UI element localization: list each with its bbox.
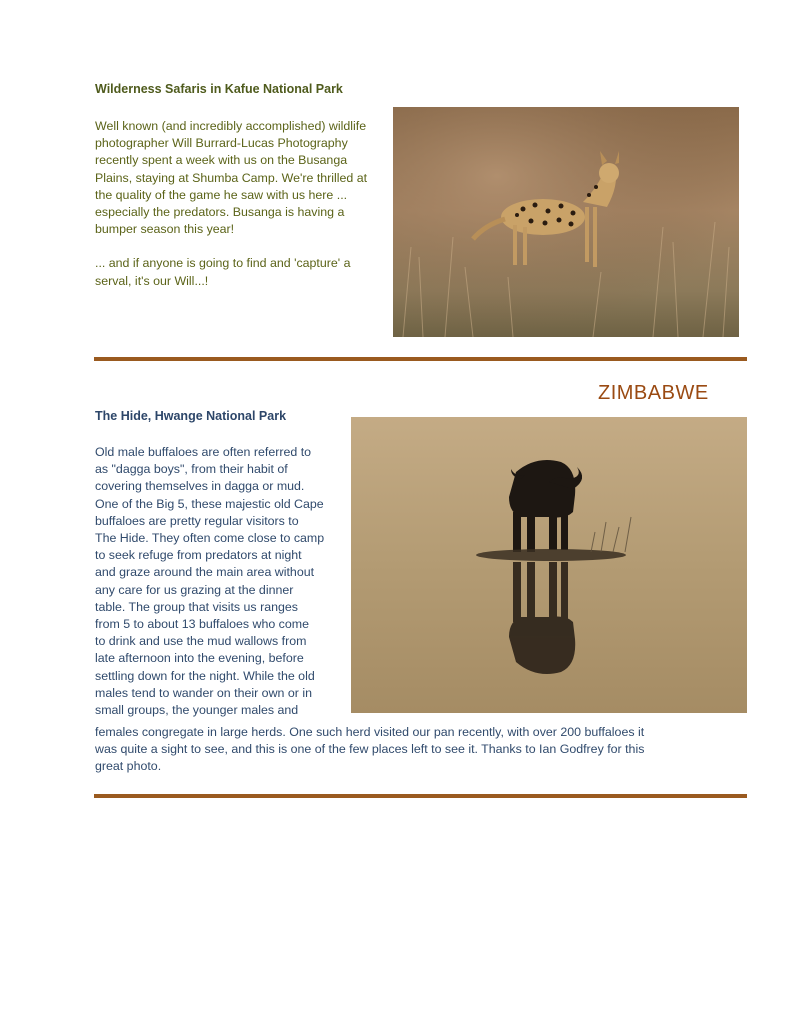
serval-photo [393, 107, 739, 337]
buffalo-image [351, 417, 747, 713]
country-heading: ZIMBABWE [598, 382, 709, 404]
section-body-hide: Old male buffaloes are often referred to as "dagga boys", from their habit of covering themselves in dagga or mud. One of the Big 5, these majestic old Cape buffaloes are pretty regular visitors to The Hide. They often come close to camp to seek refuge from predators at night and graze around the main area without any care for us grazing at the dinner table. The group that visits us ranges from 5 to about 13 buffaloes who come to drink and use the mud wallows from late afternoon into the evening, before settling down for the night. While the old males tend to wander on their own or in small groups, the younger males and [95, 445, 325, 718]
section-divider [94, 357, 747, 361]
section-divider [94, 794, 747, 798]
paragraph: ... and if anyone is going to find and 'capture' a serval, it's our Will...! [95, 256, 351, 288]
section-body-kafue [95, 118, 385, 307]
section-body-hide-continued: females congregate in large herds. One such herd visited our pan recently, with over 200 buffaloes it was quite a sight to see, and this is one of the few places left to see it. Thanks to Ian Godfrey for this great photo. [95, 725, 645, 774]
serval-image [393, 107, 739, 337]
mud-island [476, 549, 626, 561]
buffalo-photo [351, 417, 747, 713]
section-heading-kafue: Wilderness Safaris in Kafue National Park [95, 82, 343, 96]
section-heading-hide: The Hide, Hwange National Park [95, 409, 287, 423]
paragraph: Well known (and incredibly accomplished) wildlife photographer Will Burrard-Lucas Photography recently spent a week with us on the Busanga Plains, staying at Shumba Camp. We're thrilled at the quality of the game he saw with us here ... especially the predators. Busanga is having a bumper season this year! [95, 119, 368, 237]
